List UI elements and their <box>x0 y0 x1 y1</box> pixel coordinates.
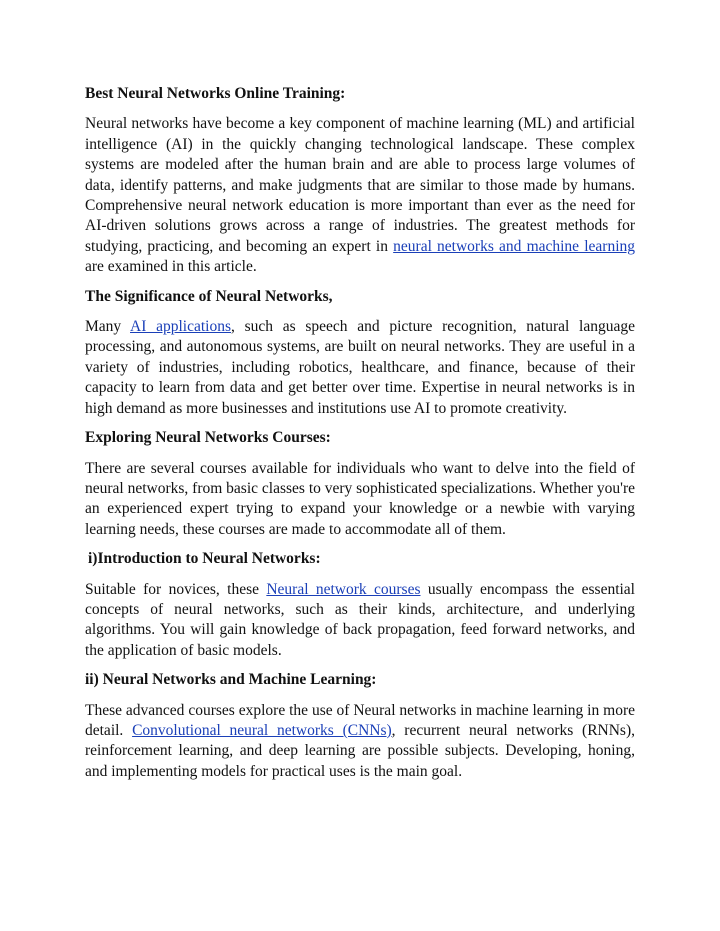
link-ai-applications[interactable]: AI applications <box>130 318 232 336</box>
link-cnns[interactable]: Convolutional neural networks (CNNs) <box>132 721 392 739</box>
paragraph-significance-text: , such as speech and picture recognition, natural language processing, and autonomous systems, are built on neural networks. They are useful in a variety of industries, including robotics, healthcare, and finance, because of their capacity to learn from data and get better over time. Expertise in neural networks is in high demand as more businesses and institutions use AI to promote creativity. <box>85 318 635 417</box>
paragraph-exploring-courses: There are several courses available for individuals who want to delve into the field of neural networks, from basic classes to very sophisticated specializations. Whether you're an experienced expert trying to expand your knowledge or a newbie with varying learning needs, these courses are made to accommodate all of them. <box>85 459 636 538</box>
paragraph-significance <box>85 317 635 419</box>
paragraph-nn-and-ml-lead: These advanced courses explore the use of Neural networks in machine learning in more detail. <box>85 701 635 739</box>
paragraph-intro-text: Neural networks have become a key component of machine learning (ML) and artificial intelligence (AI) in the quickly changing technological landscape. These complex systems are modeled after the human brain and are able to process large volumes of data, identify patterns, and make judgments that are similar to those made by humans. Comprehensive neural network education is more important than ever as the need for AI-driven solutions grows across a range of industries. The greatest methods for studying, practicing, and becoming an expert in <box>85 115 635 255</box>
paragraph-intro <box>85 114 635 277</box>
paragraph-nn-and-ml <box>85 701 635 783</box>
heading-significance: The Significance of Neural Networks, <box>85 287 333 305</box>
paragraph-significance-lead: Many <box>85 318 131 336</box>
heading-nn-and-ml: ii) Neural Networks and Machine Learning: <box>85 671 377 689</box>
paragraph-introduction <box>85 580 635 662</box>
link-neural-networks-machine-learning[interactable]: neural networks and machine learning <box>393 237 636 255</box>
heading-exploring-courses: Exploring Neural Networks Courses: <box>85 429 331 447</box>
link-neural-network-courses[interactable]: Neural network courses <box>266 580 421 598</box>
document-page <box>85 84 635 791</box>
paragraph-nn-and-ml-text: , recurrent neural networks (RNNs), reinforcement learning, and deep learning are possible subjects. Developing, honing, and implementing models for practical uses is the main goal. <box>85 721 635 780</box>
paragraph-introduction-lead: Suitable for novices, these <box>85 580 267 598</box>
paragraph-introduction-text: usually encompass the essential concepts of neural networks, such as their kinds, architecture, and underlying algorithms. You will gain knowledge of back propagation, feed forward networks, and the application of basic models. <box>85 580 635 659</box>
heading-best-training: Best Neural Networks Online Training: <box>85 85 346 102</box>
paragraph-intro-tail: are examined in this article. <box>85 258 257 276</box>
heading-introduction: i)Introduction to Neural Networks: <box>88 550 321 568</box>
